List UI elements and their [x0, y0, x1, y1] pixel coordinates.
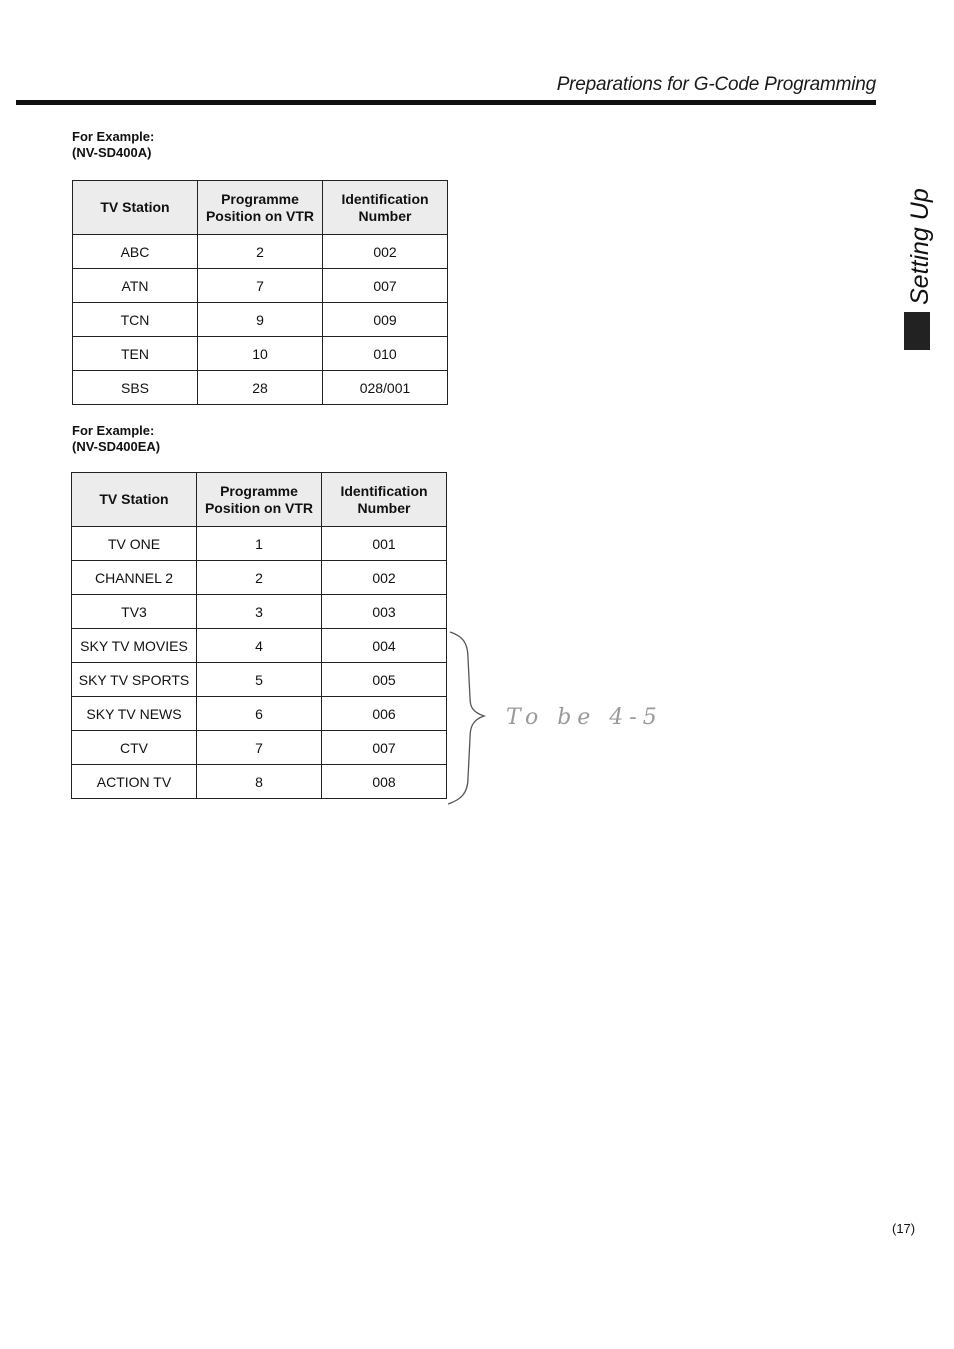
id-cell: 004	[322, 629, 447, 663]
position-cell: 2	[198, 235, 323, 269]
id-cell: 008	[322, 765, 447, 799]
example-b-model: (NV-SD400EA)	[72, 439, 161, 454]
id-cell: 010	[323, 337, 448, 371]
station-cell: CHANNEL 2	[72, 561, 197, 595]
example-a-model: (NV-SD400A)	[72, 145, 152, 160]
id-cell: 007	[322, 731, 447, 765]
position-cell: 4	[197, 629, 322, 663]
position-cell: 28	[198, 371, 323, 405]
col-header-id: Identification Number	[323, 181, 448, 235]
table-row	[72, 629, 447, 663]
table-row	[73, 235, 448, 269]
col-header-station: TV Station	[72, 473, 197, 527]
station-cell: TV ONE	[72, 527, 197, 561]
col-header-id: Identification Number	[322, 473, 447, 527]
id-cell: 007	[323, 269, 448, 303]
table-row	[72, 561, 447, 595]
example-a-label-line1: For Example:	[72, 129, 155, 144]
station-cell: SBS	[73, 371, 198, 405]
station-cell: SKY TV MOVIES	[72, 629, 197, 663]
id-cell: 003	[322, 595, 447, 629]
handwritten-annotation	[440, 628, 700, 818]
example-a-table	[72, 180, 448, 405]
id-cell: 002	[323, 235, 448, 269]
handwritten-note: To be 4-5	[506, 705, 663, 730]
station-cell: TV3	[72, 595, 197, 629]
position-cell: 5	[197, 663, 322, 697]
side-tab-label: Setting Up	[906, 188, 934, 305]
position-cell: 10	[198, 337, 323, 371]
table-header-row	[72, 473, 447, 527]
table-row	[72, 731, 447, 765]
col-header-position: Programme Position on VTR	[197, 473, 322, 527]
table-row	[72, 697, 447, 731]
id-cell: 006	[322, 697, 447, 731]
station-cell: CTV	[72, 731, 197, 765]
station-cell: TCN	[73, 303, 198, 337]
position-cell: 7	[198, 269, 323, 303]
table-header-row	[73, 181, 448, 235]
id-cell: 009	[323, 303, 448, 337]
example-a-label	[72, 129, 154, 161]
station-cell: ACTION TV	[72, 765, 197, 799]
table-row	[72, 595, 447, 629]
position-cell: 6	[197, 697, 322, 731]
side-tab	[898, 185, 938, 355]
station-cell: ABC	[73, 235, 198, 269]
table-row	[72, 765, 447, 799]
table-row	[73, 303, 448, 337]
id-cell: 028/001	[323, 371, 448, 405]
example-b-label	[72, 423, 160, 455]
header-rule	[16, 100, 876, 105]
station-cell: TEN	[73, 337, 198, 371]
example-b-table	[71, 472, 447, 799]
table-row	[73, 269, 448, 303]
id-cell: 005	[322, 663, 447, 697]
table-row	[72, 663, 447, 697]
table-row	[73, 337, 448, 371]
col-header-station: TV Station	[73, 181, 198, 235]
position-cell: 8	[197, 765, 322, 799]
position-cell: 7	[197, 731, 322, 765]
handwritten-brace	[448, 632, 484, 804]
position-cell: 3	[197, 595, 322, 629]
col-header-position: Programme Position on VTR	[198, 181, 323, 235]
station-cell: SKY TV SPORTS	[72, 663, 197, 697]
id-cell: 001	[322, 527, 447, 561]
page-header-title: Preparations for G-Code Programming	[556, 74, 876, 95]
station-cell: SKY TV NEWS	[72, 697, 197, 731]
station-cell: ATN	[73, 269, 198, 303]
table-row	[73, 371, 448, 405]
id-cell: 002	[322, 561, 447, 595]
position-cell: 1	[197, 527, 322, 561]
side-tab-marker	[904, 312, 930, 350]
page-number: (17)	[892, 1221, 916, 1236]
position-cell: 9	[198, 303, 323, 337]
example-b-label-line1: For Example:	[72, 423, 155, 438]
table-row	[72, 527, 447, 561]
position-cell: 2	[197, 561, 322, 595]
